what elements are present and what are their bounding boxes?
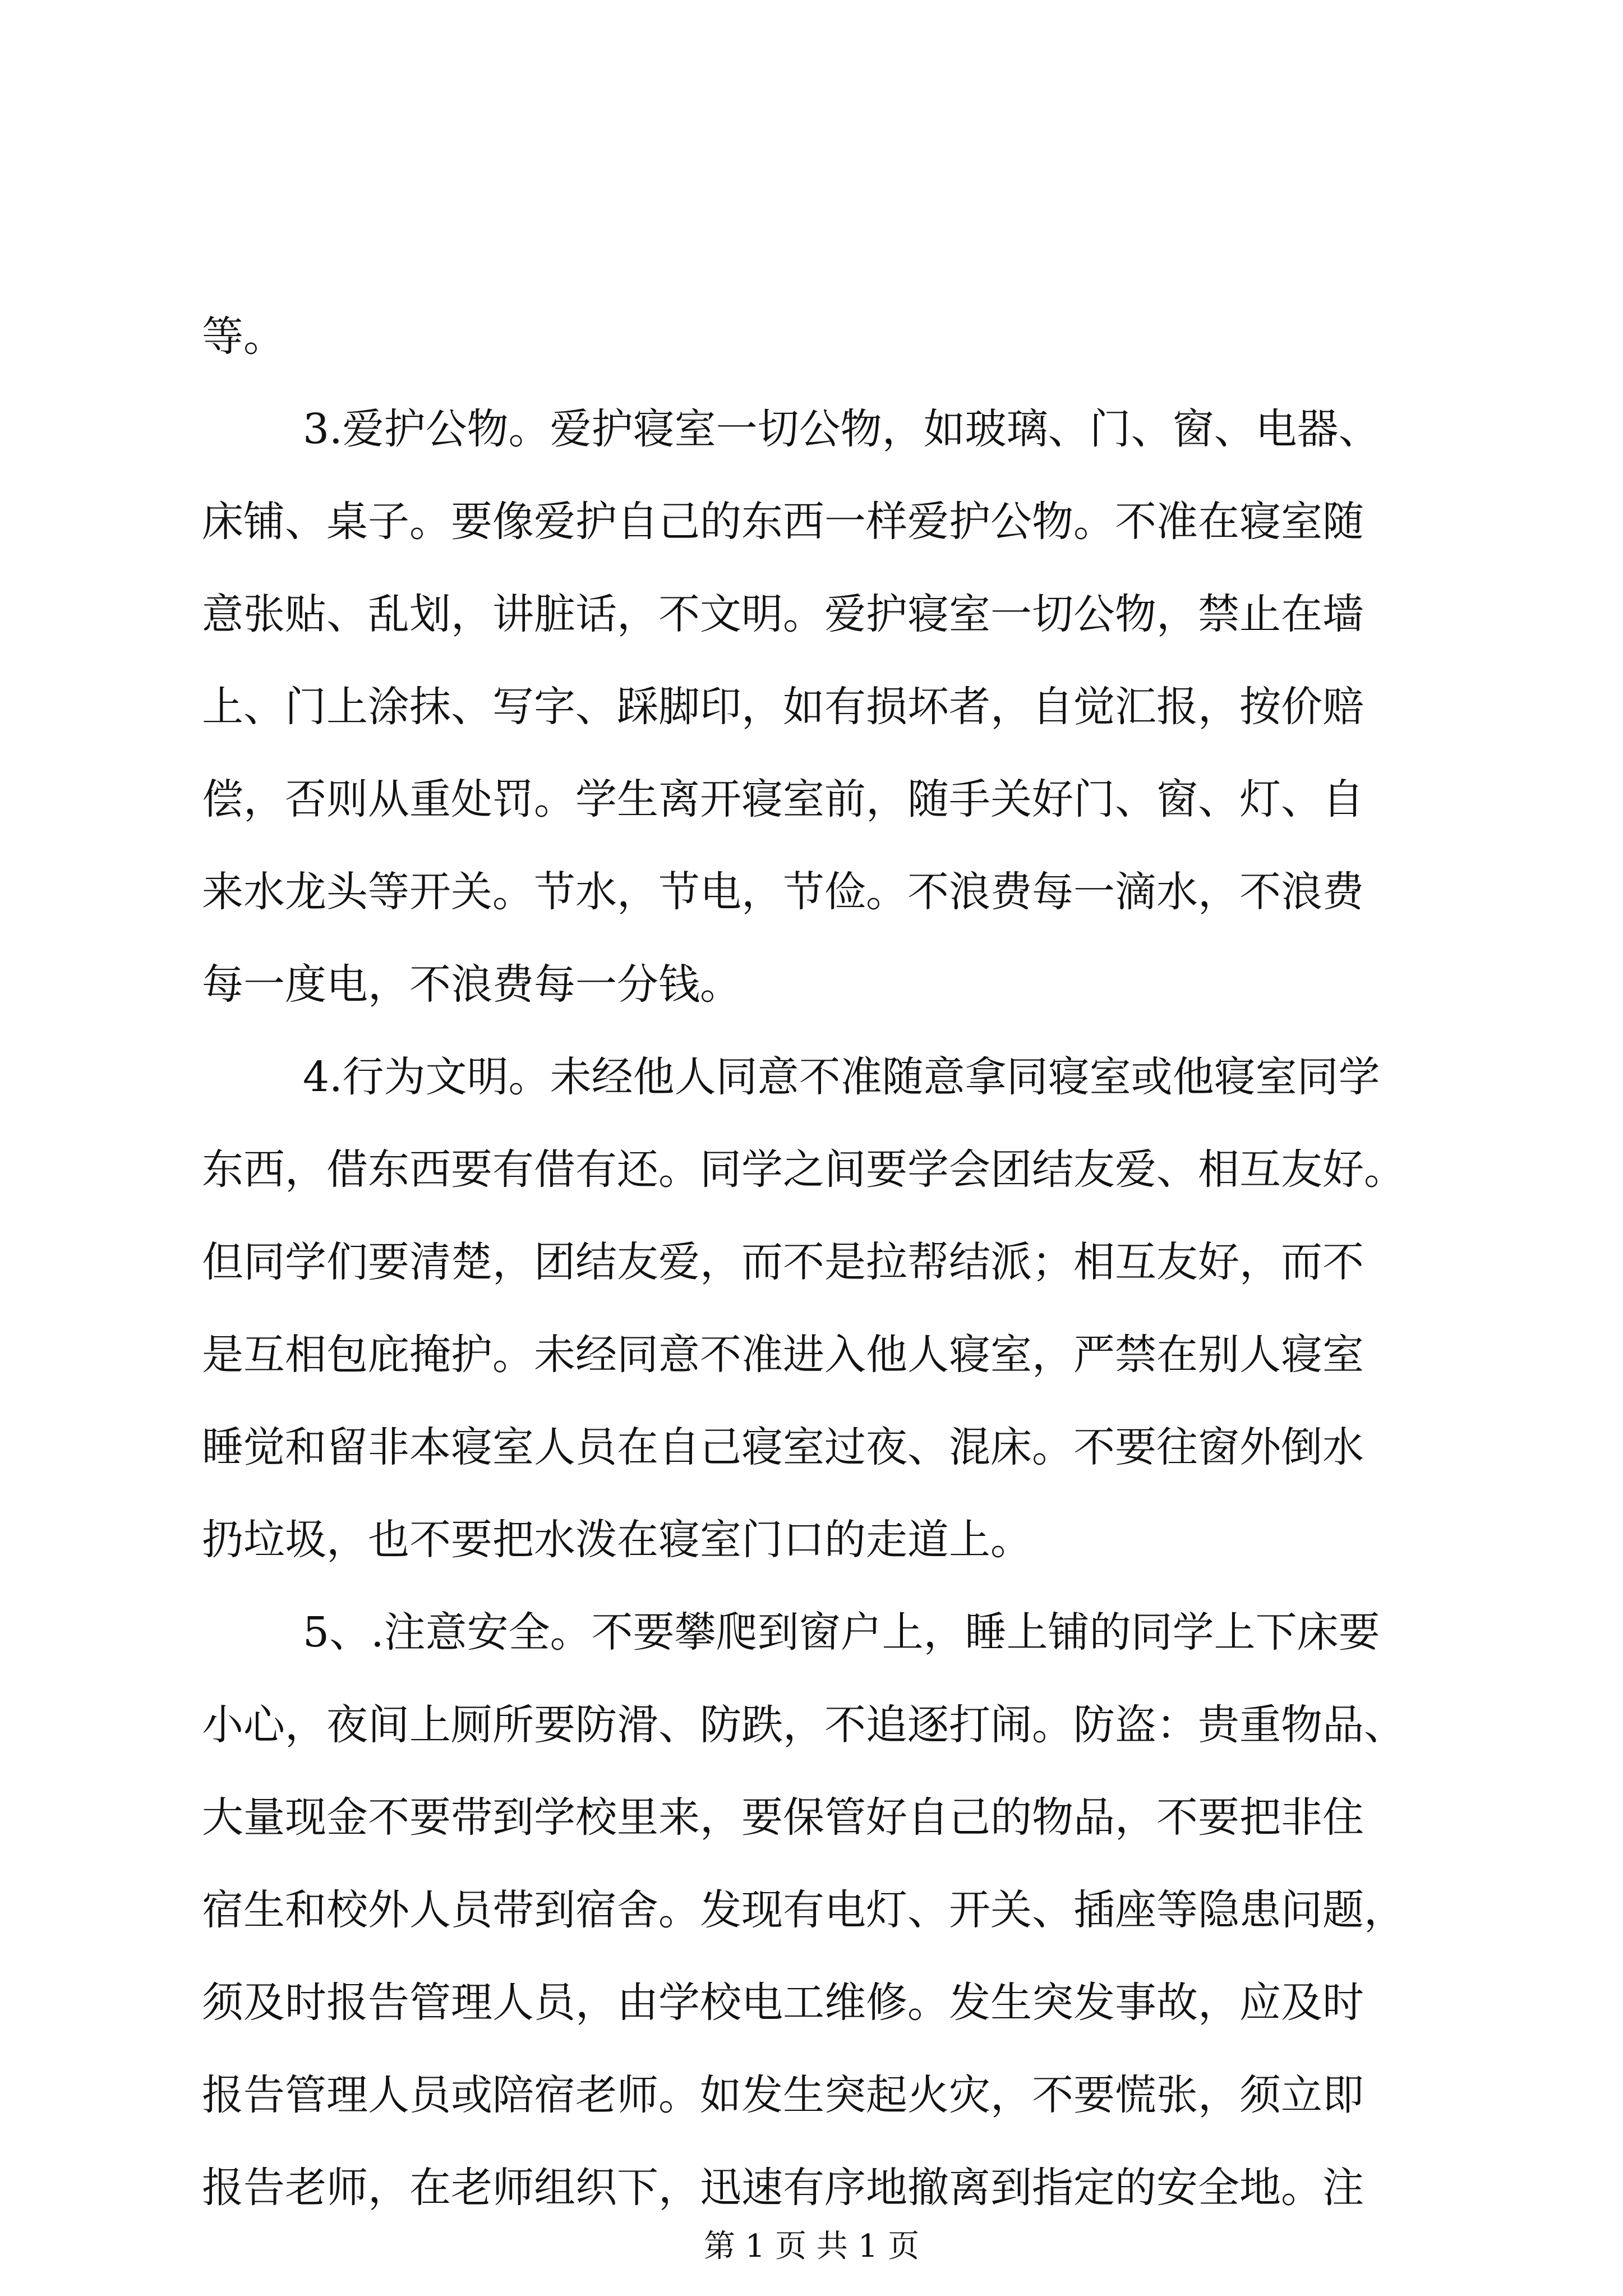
- line-text: 大量现金不要带到学校里来，要保管好自己的物品，不要把非住: [202, 1793, 1364, 1842]
- line-text: 3.爱护公物。爱护寝室一切公物，如玻璃、门、窗、电器、: [303, 405, 1380, 453]
- line-text: 意张贴、乱划，讲脏话，不文明。爱护寝室一切公物，禁止在墙: [202, 590, 1364, 638]
- text-line-12: [0, 1321, 1623, 1388]
- text-line-18: [0, 1876, 1623, 1944]
- line-text: 每一度电，不浪费每一分钱。: [202, 960, 741, 1009]
- text-line-14: [0, 1506, 1623, 1573]
- line-text: 5、.注意安全。不要攀爬到窗户上，睡上铺的同学上下床要: [303, 1608, 1380, 1657]
- text-line-16: [0, 1691, 1623, 1759]
- text-line-3: [0, 488, 1623, 555]
- text-line-5: [0, 673, 1623, 740]
- line-text: 睡觉和留非本寝室人员在自己寝室过夜、混床。不要往窗外倒水: [202, 1423, 1364, 1471]
- text-line-20: [0, 2062, 1623, 2129]
- line-text: 宿生和校外人员带到宿舍。发现有电灯、开关、插座等隐患问题，: [202, 1886, 1405, 1934]
- text-line-4: [0, 581, 1623, 648]
- text-line-15: [0, 1599, 1623, 1666]
- text-line-11: [0, 1228, 1623, 1296]
- text-line-2: [0, 395, 1623, 463]
- text-line-13: [0, 1414, 1623, 1481]
- text-line-6: [0, 766, 1623, 833]
- text-line-17: [0, 1784, 1623, 1851]
- text-line-19: [0, 1969, 1623, 2036]
- line-text: 偿，否则从重处罚。学生离开寝室前，随手关好门、窗、灯、自: [202, 775, 1364, 823]
- line-text: 扔垃圾，也不要把水泼在寝室门口的走道上。: [202, 1516, 1032, 1564]
- text-line-7: [0, 858, 1623, 926]
- line-text: 报告管理人员或陪宿老师。如发生突起火灾，不要慌张，须立即: [202, 2071, 1364, 2119]
- line-text: 等。: [202, 312, 285, 361]
- line-text: 小心，夜间上厕所要防滑、防跌，不追逐打闹。防盗：贵重物品、: [202, 1701, 1405, 1749]
- line-text: 4.行为文明。未经他人同意不准随意拿同寝室或他寝室同学: [303, 1053, 1380, 1101]
- line-text: 上、门上涂抹、写字、踩脚印，如有损坏者，自觉汇报，按价赔: [202, 683, 1364, 731]
- page-footer: 第 1 页 共 1 页: [703, 2228, 920, 2265]
- line-text: 来水龙头等开关。节水，节电，节俭。不浪费每一滴水，不浪费: [202, 868, 1364, 916]
- text-line-1: [0, 303, 1623, 370]
- line-text: 是互相包庇掩护。未经同意不准进入他人寝室，严禁在别人寝室: [202, 1331, 1364, 1379]
- line-text: 床铺、桌子。要像爱护自己的东西一样爱护公物。不准在寝室随: [202, 498, 1364, 546]
- line-text: 须及时报告管理人员，由学校电工维修。发生突发事故，应及时: [202, 1978, 1364, 2027]
- text-line-9: [0, 1043, 1623, 1111]
- text-line-10: [0, 1136, 1623, 1203]
- line-text: 东西，借东西要有借有还。同学之间要学会团结友爱、相互友好。: [202, 1145, 1405, 1194]
- line-text: 但同学们要清楚，团结友爱，而不是拉帮结派；相互友好，而不: [202, 1238, 1364, 1286]
- line-text: 报告老师，在老师组织下，迅速有序地撤离到指定的安全地。注: [202, 2164, 1364, 2212]
- text-line-8: [0, 951, 1623, 1018]
- text-line-21: [0, 2154, 1623, 2221]
